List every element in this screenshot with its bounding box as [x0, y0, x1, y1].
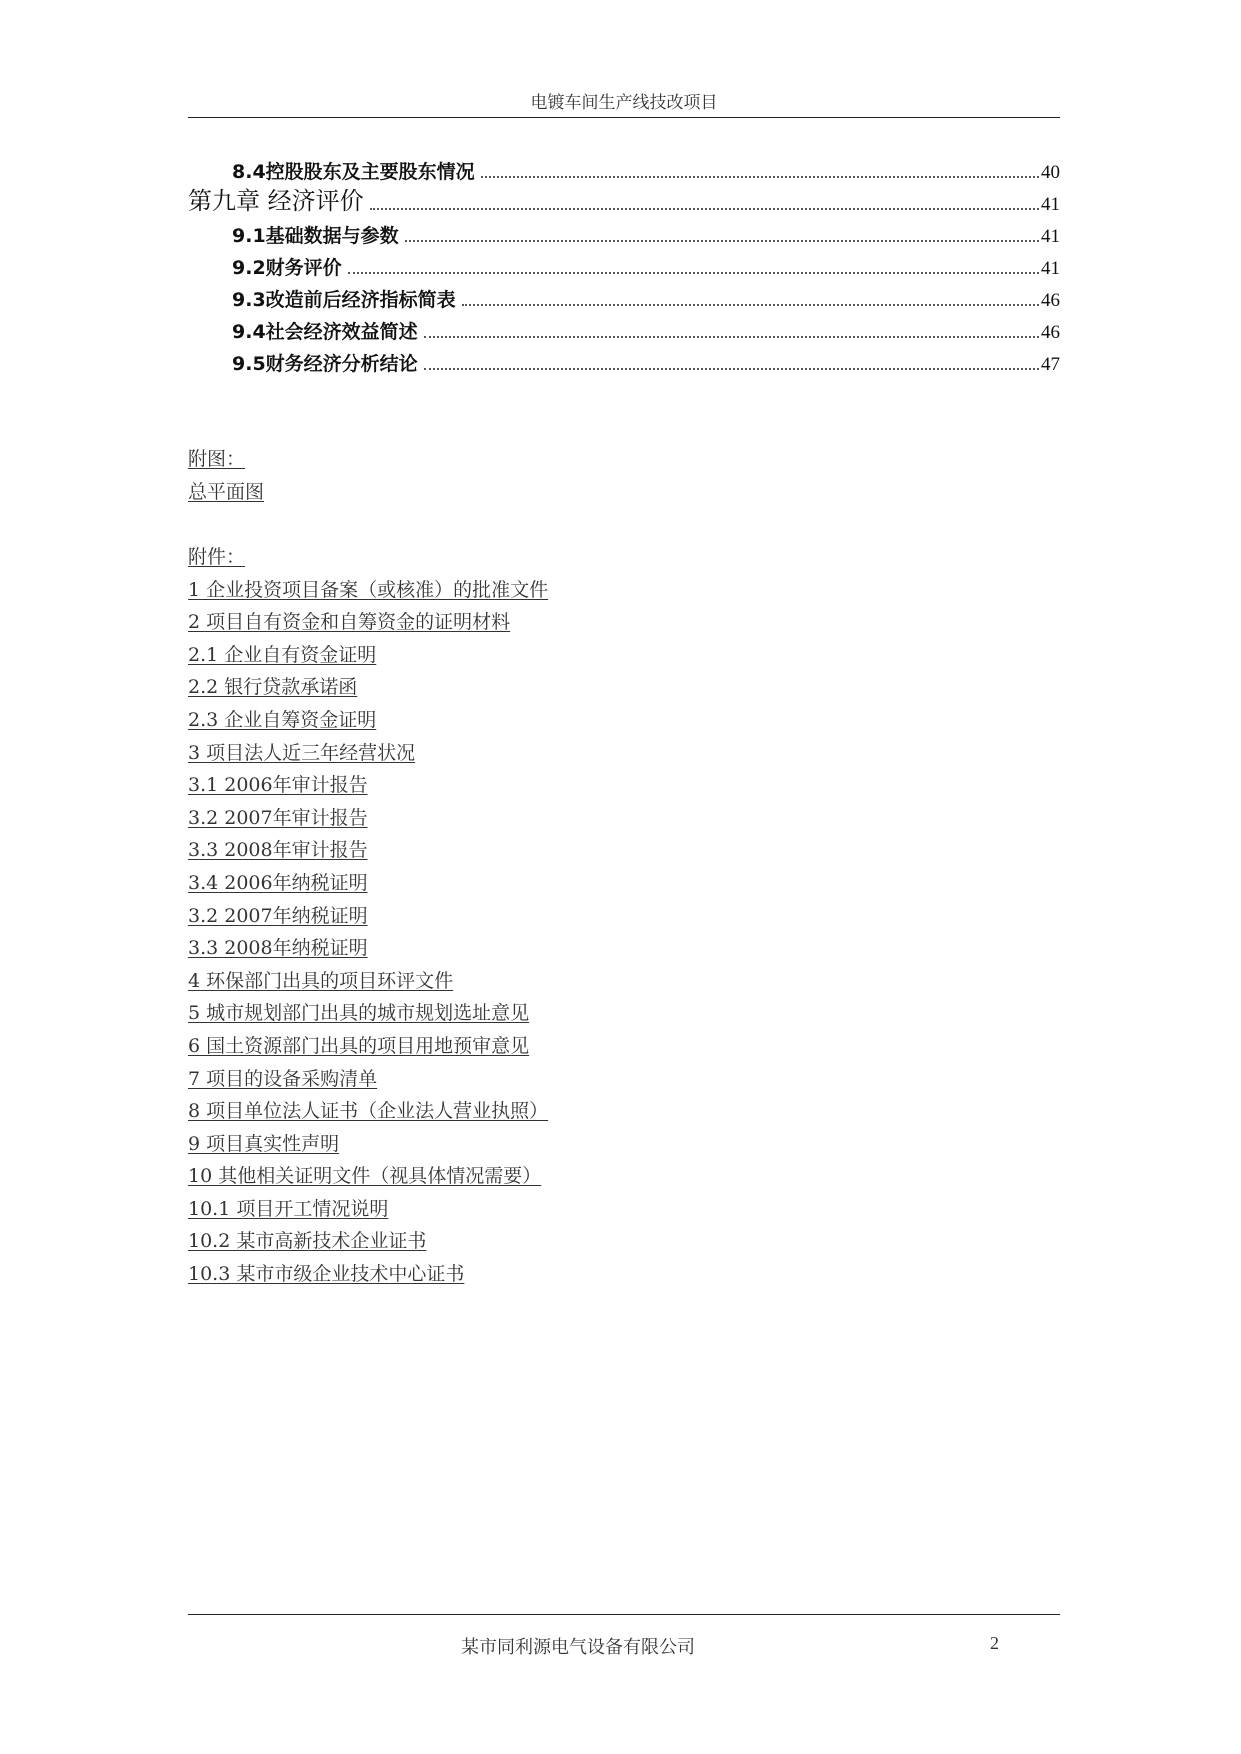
footer-page-number: 2 [990, 1633, 999, 1653]
attachments-link[interactable]: 2.1 企业自有资金证明 [188, 643, 377, 666]
attachments-link[interactable]: 10.2 某市高新技术企业证书 [188, 1230, 427, 1253]
attachments-link[interactable]: 3.1 2006年审计报告 [188, 774, 368, 797]
header-divider [188, 117, 1060, 118]
toc-entry-label: 9.5财务经济分析结论 [232, 353, 418, 375]
attachments-heading: 附件： [188, 546, 246, 568]
toc-dot-leader [424, 336, 1039, 338]
attachments-link[interactable]: 6 国土资源部门出具的项目用地预审意见 [188, 1034, 530, 1057]
attachments-link[interactable]: 2.2 银行贷款承诺函 [188, 676, 358, 699]
toc-dot-leader [370, 208, 1039, 210]
attachments-link[interactable]: 10.1 项目开工情况说明 [188, 1197, 389, 1220]
toc-entry[interactable] [188, 280, 1060, 312]
toc-entry-label: 9.1基础数据与参数 [232, 225, 399, 247]
toc-entry[interactable] [188, 216, 1060, 248]
figures-link[interactable]: 总平面图 [188, 480, 265, 503]
attachments-section [188, 541, 888, 1291]
attachments-link[interactable]: 3 项目法人近三年经营状况 [188, 741, 416, 764]
attachments-link[interactable]: 10.3 某市市级企业技术中心证书 [188, 1263, 465, 1286]
toc-entry-label: 9.2财务评价 [232, 257, 342, 279]
attachments-link[interactable]: 3.4 2006年纳税证明 [188, 871, 368, 894]
attachments-link[interactable]: 3.2 2007年审计报告 [188, 806, 368, 829]
toc-dot-leader [405, 240, 1039, 242]
attachments-link[interactable]: 4 环保部门出具的项目环评文件 [188, 969, 454, 992]
attachments-link[interactable]: 3.2 2007年纳税证明 [188, 904, 368, 927]
attachments-link[interactable]: 2.3 企业自筹资金证明 [188, 708, 377, 731]
figures-section [188, 443, 888, 508]
table-of-contents [188, 152, 1060, 376]
toc-entry[interactable] [188, 152, 1060, 184]
toc-entry-page: 41 [1041, 194, 1060, 215]
toc-entry[interactable] [188, 344, 1060, 376]
footer-divider [188, 1614, 1060, 1615]
attachments-link[interactable]: 1 企业投资项目备案（或核准）的批准文件 [188, 578, 549, 601]
toc-entry-page: 46 [1041, 290, 1060, 311]
attachments-link[interactable]: 3.3 2008年纳税证明 [188, 937, 368, 960]
toc-entry-label: 8.4控股股东及主要股东情况 [232, 161, 475, 183]
attachments-link[interactable]: 9 项目真实性声明 [188, 1132, 340, 1155]
toc-dot-leader [481, 176, 1039, 178]
toc-entry[interactable] [188, 184, 1060, 216]
toc-entry-page: 41 [1041, 258, 1060, 279]
toc-dot-leader [424, 368, 1039, 370]
figures-heading: 附图： [188, 448, 246, 470]
attachments-link[interactable]: 2 项目自有资金和自筹资金的证明材料 [188, 611, 511, 634]
toc-entry[interactable] [188, 248, 1060, 280]
toc-entry-page: 46 [1041, 322, 1060, 343]
toc-dot-leader [462, 304, 1039, 306]
attachments-link[interactable]: 3.3 2008年审计报告 [188, 839, 368, 862]
attachments-link[interactable]: 10 其他相关证明文件（视具体情况需要） [188, 1165, 542, 1188]
toc-entry-page: 40 [1041, 162, 1060, 183]
toc-dot-leader [348, 272, 1039, 274]
toc-entry-label: 9.4社会经济效益简述 [232, 321, 418, 343]
toc-entry-page: 47 [1041, 354, 1060, 375]
toc-entry[interactable] [188, 312, 1060, 344]
attachments-link[interactable]: 8 项目单位法人证书（企业法人营业执照） [188, 1100, 549, 1123]
footer-company-name: 某市同利源电气设备有限公司 [461, 1637, 695, 1658]
attachments-link[interactable]: 5 城市规划部门出具的城市规划选址意见 [188, 1002, 530, 1025]
toc-entry-page: 41 [1041, 226, 1060, 247]
toc-entry-label: 9.3改造前后经济指标简表 [232, 289, 456, 311]
toc-entry-label: 第九章 经济评价 [188, 187, 364, 215]
page-header-title: 电镀车间生产线技改项目 [530, 93, 718, 113]
attachments-link[interactable]: 7 项目的设备采购清单 [188, 1067, 378, 1090]
